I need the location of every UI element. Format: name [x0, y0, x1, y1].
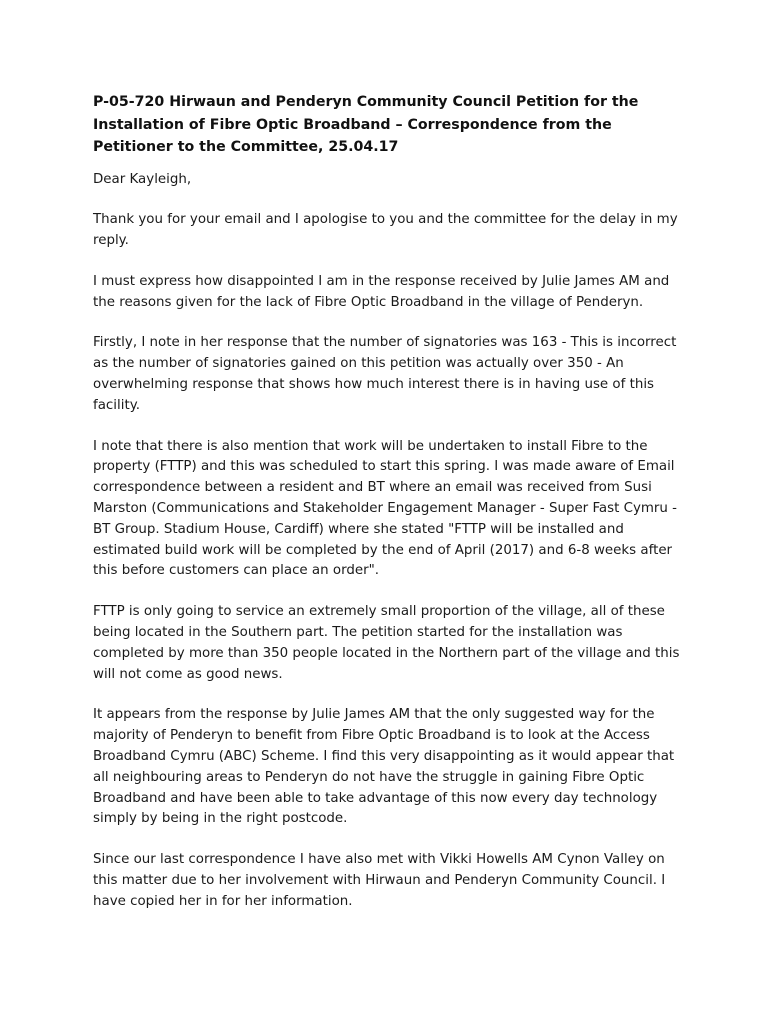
paragraph-3: Firstly, I note in her response that the number of signatories was 163 - This is incorrect as the number of signatories gained on this petition was actually over 350 - An overwhelming response that shows how much interest there is in having use of this facility.	[93, 335, 677, 413]
paragraph-1: Thank you for your email and I apologise to you and the committee for the delay in my reply.	[93, 212, 678, 249]
document-page	[93, 91, 693, 933]
paragraph-6: It appears from the response by Julie James AM that the only suggested way for the majority of Penderyn to benefit from Fibre Optic Broadband is to look at the Access Broadband Cymru (ABC) Scheme. I find this very disappointing as it would appear that all neighbouring areas to Penderyn do not have the struggle in gaining Fibre Optic Broadband and have been able to take advantage of this now every day technology simply by being in the right postcode.	[93, 707, 675, 827]
document-title: P-05-720 Hirwaun and Penderyn Community Council Petition for the Installation of Fibre Optic Broadband – Correspondence from the Petitioner to the Committee, 25.04.17	[93, 94, 639, 155]
paragraph-7: Since our last correspondence I have also met with Vikki Howells AM Cynon Valley on this matter due to her involvement with Hirwaun and Penderyn Community Council. I have copied her in for her information.	[93, 852, 666, 909]
salutation: Dear Kayleigh,	[93, 171, 192, 187]
paragraph-2: I must express how disappointed I am in the response received by Julie James AM and the reasons given for the lack of Fibre Optic Broadband in the village of Penderyn.	[93, 273, 670, 310]
paragraph-4: I note that there is also mention that work will be undertaken to install Fibre to the property (FTTP) and this was scheduled to start this spring. I was made aware of Email correspondence between a resident and BT where an email was received from Susi Marston (Communications and Stakeholder Engagement Manager - Super Fast Cymru - BT Group. Stadium House, Cardiff) where she stated "FTTP will be installed and estimated build work will be completed by the end of April (2017) and 6-8 weeks after this before customers can place an order".	[93, 438, 678, 579]
paragraph-5: FTTP is only going to service an extremely small proportion of the village, all of these being located in the Southern part. The petition started for the installation was completed by more than 350 people located in the Northern part of the village and this will not come as good news.	[93, 604, 680, 682]
